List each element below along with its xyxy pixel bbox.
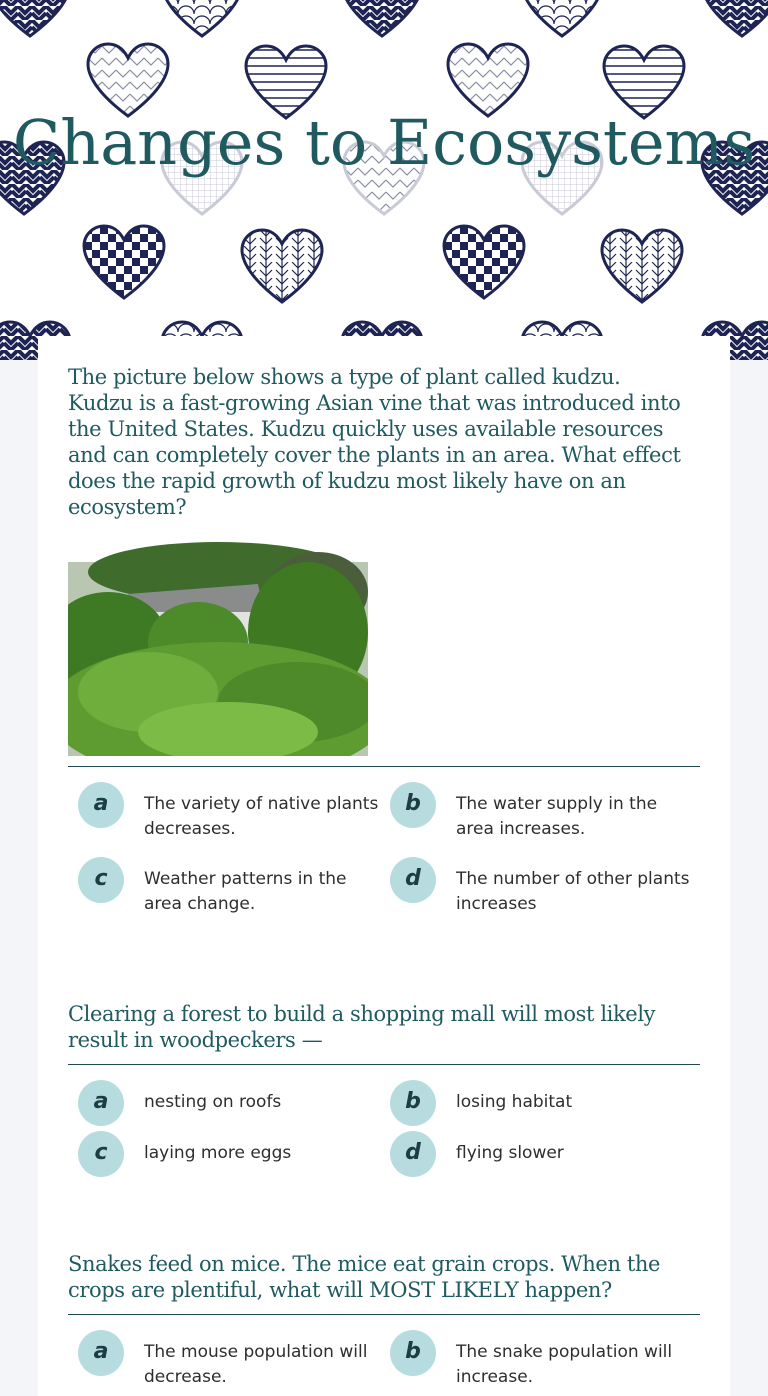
option-text: Weather patterns in the area change.	[144, 869, 347, 914]
divider	[68, 1314, 700, 1315]
kudzu-photo	[68, 532, 368, 756]
option-text: losing habitat	[456, 1092, 573, 1112]
option-text: The snake population will increase.	[456, 1342, 673, 1387]
option-letter-a: a	[78, 1330, 124, 1376]
option-letter-a: a	[78, 1080, 124, 1126]
question-2-text: Clearing a forest to build a shopping mall will most likely result in woodpeckers —	[68, 1002, 656, 1052]
question-1-text: The picture below shows a type of plant called kudzu. Kudzu is a fast-growing Asian vine that was introduced into the United States. Kudzu quickly uses available resources and can completely cover the plants in an area. What effect does the rapid growth of kudzu most likely have on an ecosystem?	[68, 365, 681, 519]
worksheet-card	[38, 336, 730, 1396]
option-letter-d: d	[390, 1131, 436, 1177]
header-banner	[0, 0, 768, 360]
option-text: nesting on roofs	[144, 1092, 282, 1112]
page-title: Changes to Ecosystems	[12, 106, 756, 179]
option-letter-c: c	[78, 1131, 124, 1177]
option-letter-b: b	[390, 1080, 436, 1126]
option-text: laying more eggs	[144, 1143, 292, 1163]
option-text: flying slower	[456, 1143, 564, 1163]
option-text: The water supply in the area increases.	[456, 794, 658, 839]
divider	[68, 1064, 700, 1065]
option-letter-c: c	[78, 857, 124, 903]
divider	[68, 766, 700, 767]
option-letter-a: a	[78, 782, 124, 828]
option-text: The mouse population will decrease.	[144, 1342, 368, 1387]
option-letter-b: b	[390, 782, 436, 828]
question-3-text: Snakes feed on mice. The mice eat grain crops. When the crops are plentiful, what will MOST LIKELY happen?	[68, 1252, 661, 1302]
option-text: The number of other plants increases	[456, 869, 690, 914]
heart-pattern-background	[0, 0, 768, 360]
option-letter-d: d	[390, 857, 436, 903]
option-letter-b: b	[390, 1330, 436, 1376]
option-text: The variety of native plants decreases.	[144, 794, 379, 839]
